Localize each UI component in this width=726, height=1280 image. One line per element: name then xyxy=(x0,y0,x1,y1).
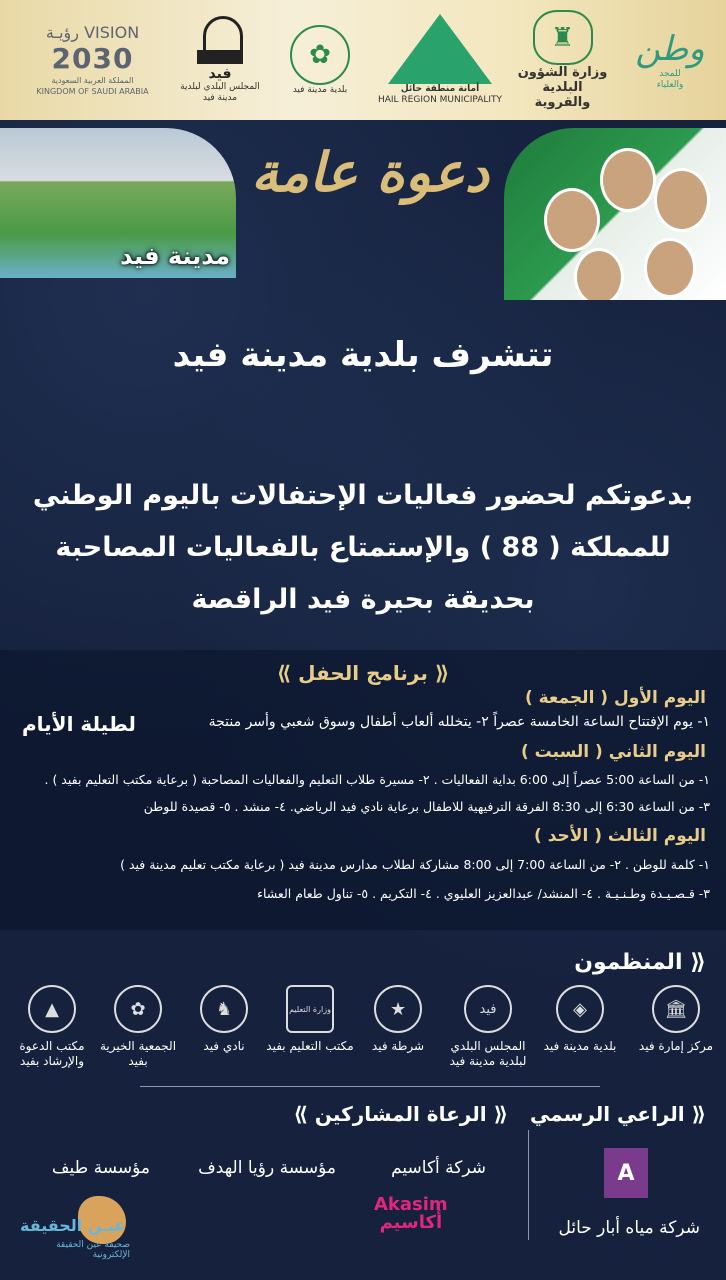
vision-label: رؤيـة VISION xyxy=(45,23,140,42)
official-sponsor-heading-text: الراعي الرسمي xyxy=(529,1102,685,1126)
organizer-municipality xyxy=(532,985,628,1054)
municipality-icon: ◈ xyxy=(556,985,604,1033)
day3-line1: ١- كلمة للوطن . ٢- من الساعة 7:00 إلى 8:00 مشاركة لطلاب مدارس مدينة فيد ( برعاية مكتب تعليم مدينة فيد ) xyxy=(120,857,710,872)
invitation-line1: بدعوتكم لحضور فعاليات الإحتفالات باليوم الوطني xyxy=(32,480,694,511)
mosque-icon xyxy=(197,16,243,64)
official-sponsor-name: شركة مياه أبار حائل xyxy=(558,1218,700,1238)
sponsors-vertical-divider xyxy=(528,1130,529,1240)
vision-year: 2030 xyxy=(51,42,134,75)
participant-sponsors-heading-text: الرعاة المشاركين xyxy=(314,1102,487,1126)
program-heading: ⟪ برنامج الحفل ⟫ xyxy=(276,661,450,685)
ministry-emblem-icon: ♜ xyxy=(533,10,593,65)
ministry-line2: البلدية والقروية xyxy=(534,80,591,110)
organizers-heading-text: المنظمون xyxy=(574,950,683,975)
hail-region-ar: أمانة منطقة حائل xyxy=(400,84,480,94)
organizers-heading: ⟪ المنظمون xyxy=(574,950,706,975)
faid-council-logo xyxy=(175,10,265,110)
ayn-alhaqiqa-watermark xyxy=(20,1196,130,1260)
organizer-emirate xyxy=(628,985,724,1054)
portrait-4 xyxy=(644,238,696,298)
participant-sponsor-1: شركة أكاسيم xyxy=(391,1158,486,1178)
organizer-label: شرطة فيد xyxy=(371,1039,425,1053)
portrait-3 xyxy=(544,188,600,252)
national-day-line1: للمجد xyxy=(659,69,681,79)
police-icon: ★ xyxy=(374,985,422,1033)
hail-region-en: HAIL REGION MUNICIPALITY xyxy=(377,95,503,105)
faid-municipality-caption: بلدية مدينة فيد xyxy=(292,84,348,95)
organizer-label: بلدية مدينة فيد xyxy=(543,1039,617,1053)
council-icon: فيد xyxy=(464,985,512,1033)
vision-sub-ar: المملكة العربية السعودية xyxy=(51,76,134,85)
day3-line2: ٣- قـصـيـدة وطـنـيـة . ٤- المنشد/ عبدالعزيز العليوي . ٤- التكريم . ٥- تناول طعام العشاء xyxy=(257,886,710,901)
club-icon: ♞ xyxy=(200,985,248,1033)
national-day-callig: وطن xyxy=(635,29,705,69)
organizer-label: مكتب التعليم بفيد xyxy=(266,1039,354,1053)
national-day-line2: والعلياء xyxy=(656,80,684,90)
organizer-police xyxy=(350,985,446,1054)
participant-sponsor-2: مؤسسة رؤيا الهدف xyxy=(198,1158,336,1178)
leaders-photo xyxy=(504,128,726,300)
national-day-logo xyxy=(620,10,720,110)
watermark-title: عيـن الحقيقة xyxy=(20,1216,126,1235)
akasim-logo xyxy=(374,1196,448,1232)
portrait-2 xyxy=(654,168,710,232)
organizer-dawah xyxy=(4,985,100,1069)
program-side-note: لطيلة الأيام xyxy=(22,712,136,736)
dawah-icon: ▲ xyxy=(28,985,76,1033)
organizer-label: المجلس البلدي لبلدية مدينة فيد xyxy=(449,1039,527,1068)
organizer-label: مركز إمارة فيد xyxy=(638,1039,714,1053)
organizer-council xyxy=(440,985,536,1069)
faid-council-name: فيد xyxy=(208,66,232,82)
organizer-label: مكتب الدعوة والإرشاد بفيد xyxy=(19,1039,85,1068)
akasim-ar: أكاسيم xyxy=(379,1212,443,1233)
vision-sub-en: KINGDOM OF SAUDI ARABIA xyxy=(36,87,149,96)
day1-title: اليوم الأول ( الجمعة ) xyxy=(524,688,706,708)
municipality-emblem-icon: ✿ xyxy=(290,25,350,85)
watermark-sub: صحيفة عين الحقيقة الإلكترونية xyxy=(56,1240,130,1260)
akasim-en: Akasim xyxy=(374,1194,448,1215)
program-heading-text: برنامج الحفل xyxy=(298,661,428,685)
organizer-label: نادي فيد xyxy=(203,1039,245,1053)
triangle-logo-icon xyxy=(388,14,492,84)
portrait-5 xyxy=(574,248,624,300)
participant-sponsor-3: مؤسسة طيف xyxy=(51,1158,150,1178)
day3-title: اليوم الثالث ( الأحد ) xyxy=(534,826,706,846)
day1-line1: ١- يوم الإفتتاح الساعة الخامسة عصراً ٢- يتخلله ألعاب أطفال وسوق شعبي وأسر منتجة xyxy=(208,714,710,730)
charity-icon: ✿ xyxy=(114,985,162,1033)
invitation-text xyxy=(20,470,706,626)
organizer-label: الجمعية الخيرية بفيد xyxy=(99,1039,177,1068)
organizer-club xyxy=(176,985,272,1054)
organizer-education xyxy=(262,985,358,1054)
faid-council-caption: المجلس البلدي لبلدية مدينة فيد xyxy=(180,82,260,103)
participant-sponsors-heading: ⟪ الرعاة المشاركين ⟫ xyxy=(293,1102,508,1126)
day2-line2: ٣- من الساعة 6:30 إلى 8:30 الفرقة الترفيهية للاطفال برعاية نادي فيد الرياضي. ٤- منشد . ٥- قصيدة للوطن xyxy=(143,799,710,814)
official-sponsor-heading: ⟪ الراعي الرسمي xyxy=(529,1102,706,1126)
emirate-icon: 🏛 xyxy=(652,985,700,1033)
hail-region-logo xyxy=(375,10,505,110)
abar-logo: A xyxy=(604,1148,648,1198)
day2-line1: ١- من الساعة 5:00 عصراً إلى 6:00 بداية الفعاليات . ٢- مسيرة طلاب التعليم والفعاليات المصاحبة ( برعاية مكتب التعليم بفيد ) . xyxy=(44,772,710,787)
ministry-line1: وزارة الشؤون xyxy=(517,65,608,80)
faid-park-photo xyxy=(0,128,236,278)
organizer-charity xyxy=(90,985,186,1069)
faid-municipality-logo xyxy=(275,10,365,110)
vision-2030-logo xyxy=(30,10,155,110)
invitation-title: دعوة عامة xyxy=(251,140,489,204)
day2-title: اليوم الثاني ( السبت ) xyxy=(520,742,706,762)
education-icon: وزارة التعليم xyxy=(286,985,334,1033)
section-divider xyxy=(140,1086,600,1087)
invitation-line3: بحديقة بحيرة فيد الراقصة xyxy=(191,584,535,615)
invitation-line2: للمملكة ( 88 ) والإستمتاع بالفعاليات المصاحبة xyxy=(55,532,671,563)
portrait-1 xyxy=(600,148,656,212)
ministry-logo xyxy=(515,10,610,110)
host-subtitle: تتشرف بلدية مدينة فيد xyxy=(172,335,554,375)
photo-caption: مدينة فيد xyxy=(120,242,230,270)
